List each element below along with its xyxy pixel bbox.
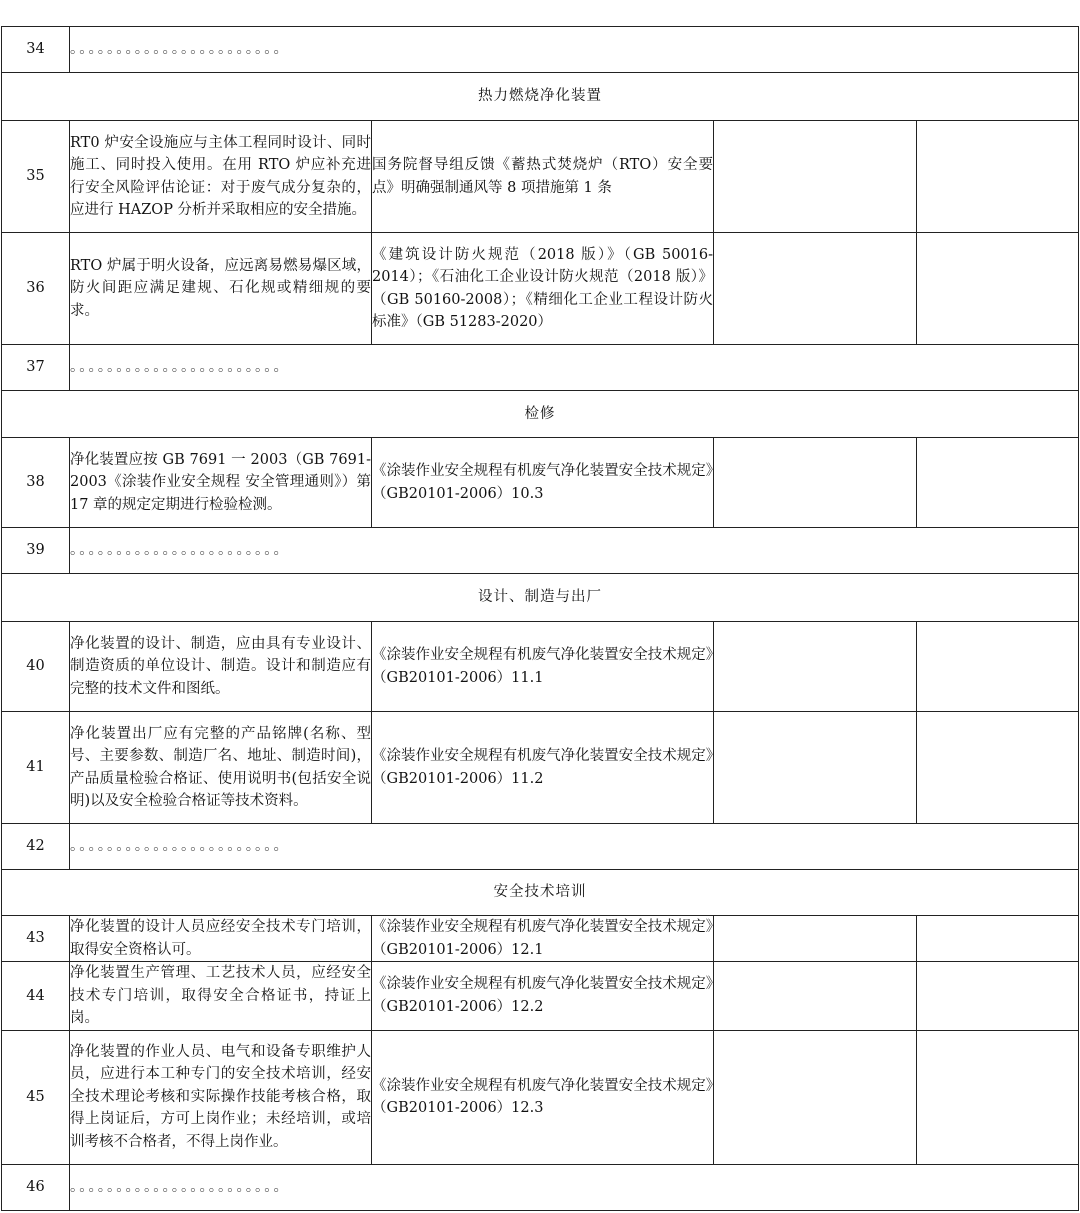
requirement-cell: 净化装置应按 GB 7691 一 2003（GB 7691-2003《涂装作业安全规程 安全管理通则》）第 17 章的规定定期进行检验检测。: [70, 438, 372, 528]
remark-cell: [917, 916, 1079, 962]
checklist-table: [1, 26, 1079, 1211]
table-row: [2, 622, 1079, 712]
table-row: [2, 1164, 1079, 1210]
basis-cell: 《涂装作业安全规程有机废气净化装置安全技术规定》（GB20101-2006）10.3: [372, 438, 714, 528]
result-cell: [714, 121, 917, 233]
ellipsis-row: 。。。。。。。。。。。。。。。。。。。。。。。: [70, 345, 1079, 391]
row-number: 36: [2, 233, 70, 345]
section-header-row: [2, 870, 1079, 916]
table-row: [2, 121, 1079, 233]
section-header-row: [2, 574, 1079, 622]
table-row: [2, 712, 1079, 824]
remark-cell: [917, 233, 1079, 345]
section-title: 设计、制造与出厂: [2, 574, 1079, 622]
row-number: 35: [2, 121, 70, 233]
requirement-cell: 净化装置的设计人员应经安全技术专门培训，取得安全资格认可。: [70, 916, 372, 962]
basis-cell: 国务院督导组反馈《蓄热式焚烧炉（RTO）安全要点》明确强制通风等 8 项措施第 1 条: [372, 121, 714, 233]
remark-cell: [917, 712, 1079, 824]
row-number: 41: [2, 712, 70, 824]
row-number: 37: [2, 345, 70, 391]
table-row: [2, 438, 1079, 528]
table-row: [2, 345, 1079, 391]
row-number: 34: [2, 27, 70, 73]
section-title: 安全技术培训: [2, 870, 1079, 916]
basis-cell: 《涂装作业安全规程有机废气净化装置安全技术规定》（GB20101-2006）12.2: [372, 962, 714, 1031]
requirement-cell: 净化装置生产管理、工艺技术人员，应经安全技术专门培训，取得安全合格证书，持证上岗。: [70, 962, 372, 1031]
row-number: 42: [2, 824, 70, 870]
table-row: [2, 824, 1079, 870]
basis-cell: 《建筑设计防火规范（2018 版）》（GB 50016-2014）；《石油化工企业设计防火规范（2018 版）》（GB 50160-2008）；《精细化工企业工程设计防火标准》（GB 51283-2020）: [372, 233, 714, 345]
basis-cell: 《涂装作业安全规程有机废气净化装置安全技术规定》（GB20101-2006）11.2: [372, 712, 714, 824]
row-number: 46: [2, 1164, 70, 1210]
remark-cell: [917, 121, 1079, 233]
result-cell: [714, 916, 917, 962]
basis-cell: 《涂装作业安全规程有机废气净化装置安全技术规定》（GB20101-2006）12.3: [372, 1030, 714, 1164]
row-number: 45: [2, 1030, 70, 1164]
ellipsis-row: 。。。。。。。。。。。。。。。。。。。。。。。: [70, 1164, 1079, 1210]
table-row: [2, 962, 1079, 1031]
requirement-cell: RTO 炉属于明火设备，应远离易燃易爆区域，防火间距应满足建规、石化规或精细规的要求。: [70, 233, 372, 345]
result-cell: [714, 962, 917, 1031]
requirement-cell: RT0 炉安全设施应与主体工程同时设计、同时施工、同时投入使用。在用 RTO 炉应补充进行安全风险评估论证：对于废气成分复杂的，应进行 HAZOP 分析并采取相应的安全措施。: [70, 121, 372, 233]
row-number: 38: [2, 438, 70, 528]
result-cell: [714, 233, 917, 345]
requirement-cell: 净化装置出厂应有完整的产品铭牌(名称、型号、主要参数、制造厂名、地址、制造时间)，产品质量检验合格证、使用说明书(包括安全说明)以及安全检验合格证等技术资料。: [70, 712, 372, 824]
section-title: 检修: [2, 391, 1079, 438]
requirement-cell: 净化装置的设计、制造，应由具有专业设计、制造资质的单位设计、制造。设计和制造应有完整的技术文件和图纸。: [70, 622, 372, 712]
section-header-row: [2, 73, 1079, 121]
table-row: [2, 27, 1079, 73]
basis-cell: 《涂装作业安全规程有机废气净化装置安全技术规定》（GB20101-2006）11.1: [372, 622, 714, 712]
row-number: 39: [2, 528, 70, 574]
ellipsis-row: 。。。。。。。。。。。。。。。。。。。。。。。: [70, 824, 1079, 870]
ellipsis-row: 。。。。。。。。。。。。。。。。。。。。。。。: [70, 27, 1079, 73]
row-number: 40: [2, 622, 70, 712]
table-row: [2, 528, 1079, 574]
remark-cell: [917, 1030, 1079, 1164]
result-cell: [714, 1030, 917, 1164]
section-title: 热力燃烧净化装置: [2, 73, 1079, 121]
row-number: 43: [2, 916, 70, 962]
table-row: [2, 1030, 1079, 1164]
row-number: 44: [2, 962, 70, 1031]
remark-cell: [917, 622, 1079, 712]
basis-cell: 《涂装作业安全规程有机废气净化装置安全技术规定》（GB20101-2006）12.1: [372, 916, 714, 962]
requirement-cell: 净化装置的作业人员、电气和设备专职维护人员，应进行本工种专门的安全技术培训，经安全技术理论考核和实际操作技能考核合格，取得上岗证后，方可上岗作业；未经培训，或培训考核不合格者，不得上岗作业。: [70, 1030, 372, 1164]
remark-cell: [917, 962, 1079, 1031]
remark-cell: [917, 438, 1079, 528]
result-cell: [714, 622, 917, 712]
result-cell: [714, 438, 917, 528]
table-row: [2, 916, 1079, 962]
section-header-row: [2, 391, 1079, 438]
table-row: [2, 233, 1079, 345]
result-cell: [714, 712, 917, 824]
ellipsis-row: 。。。。。。。。。。。。。。。。。。。。。。。: [70, 528, 1079, 574]
